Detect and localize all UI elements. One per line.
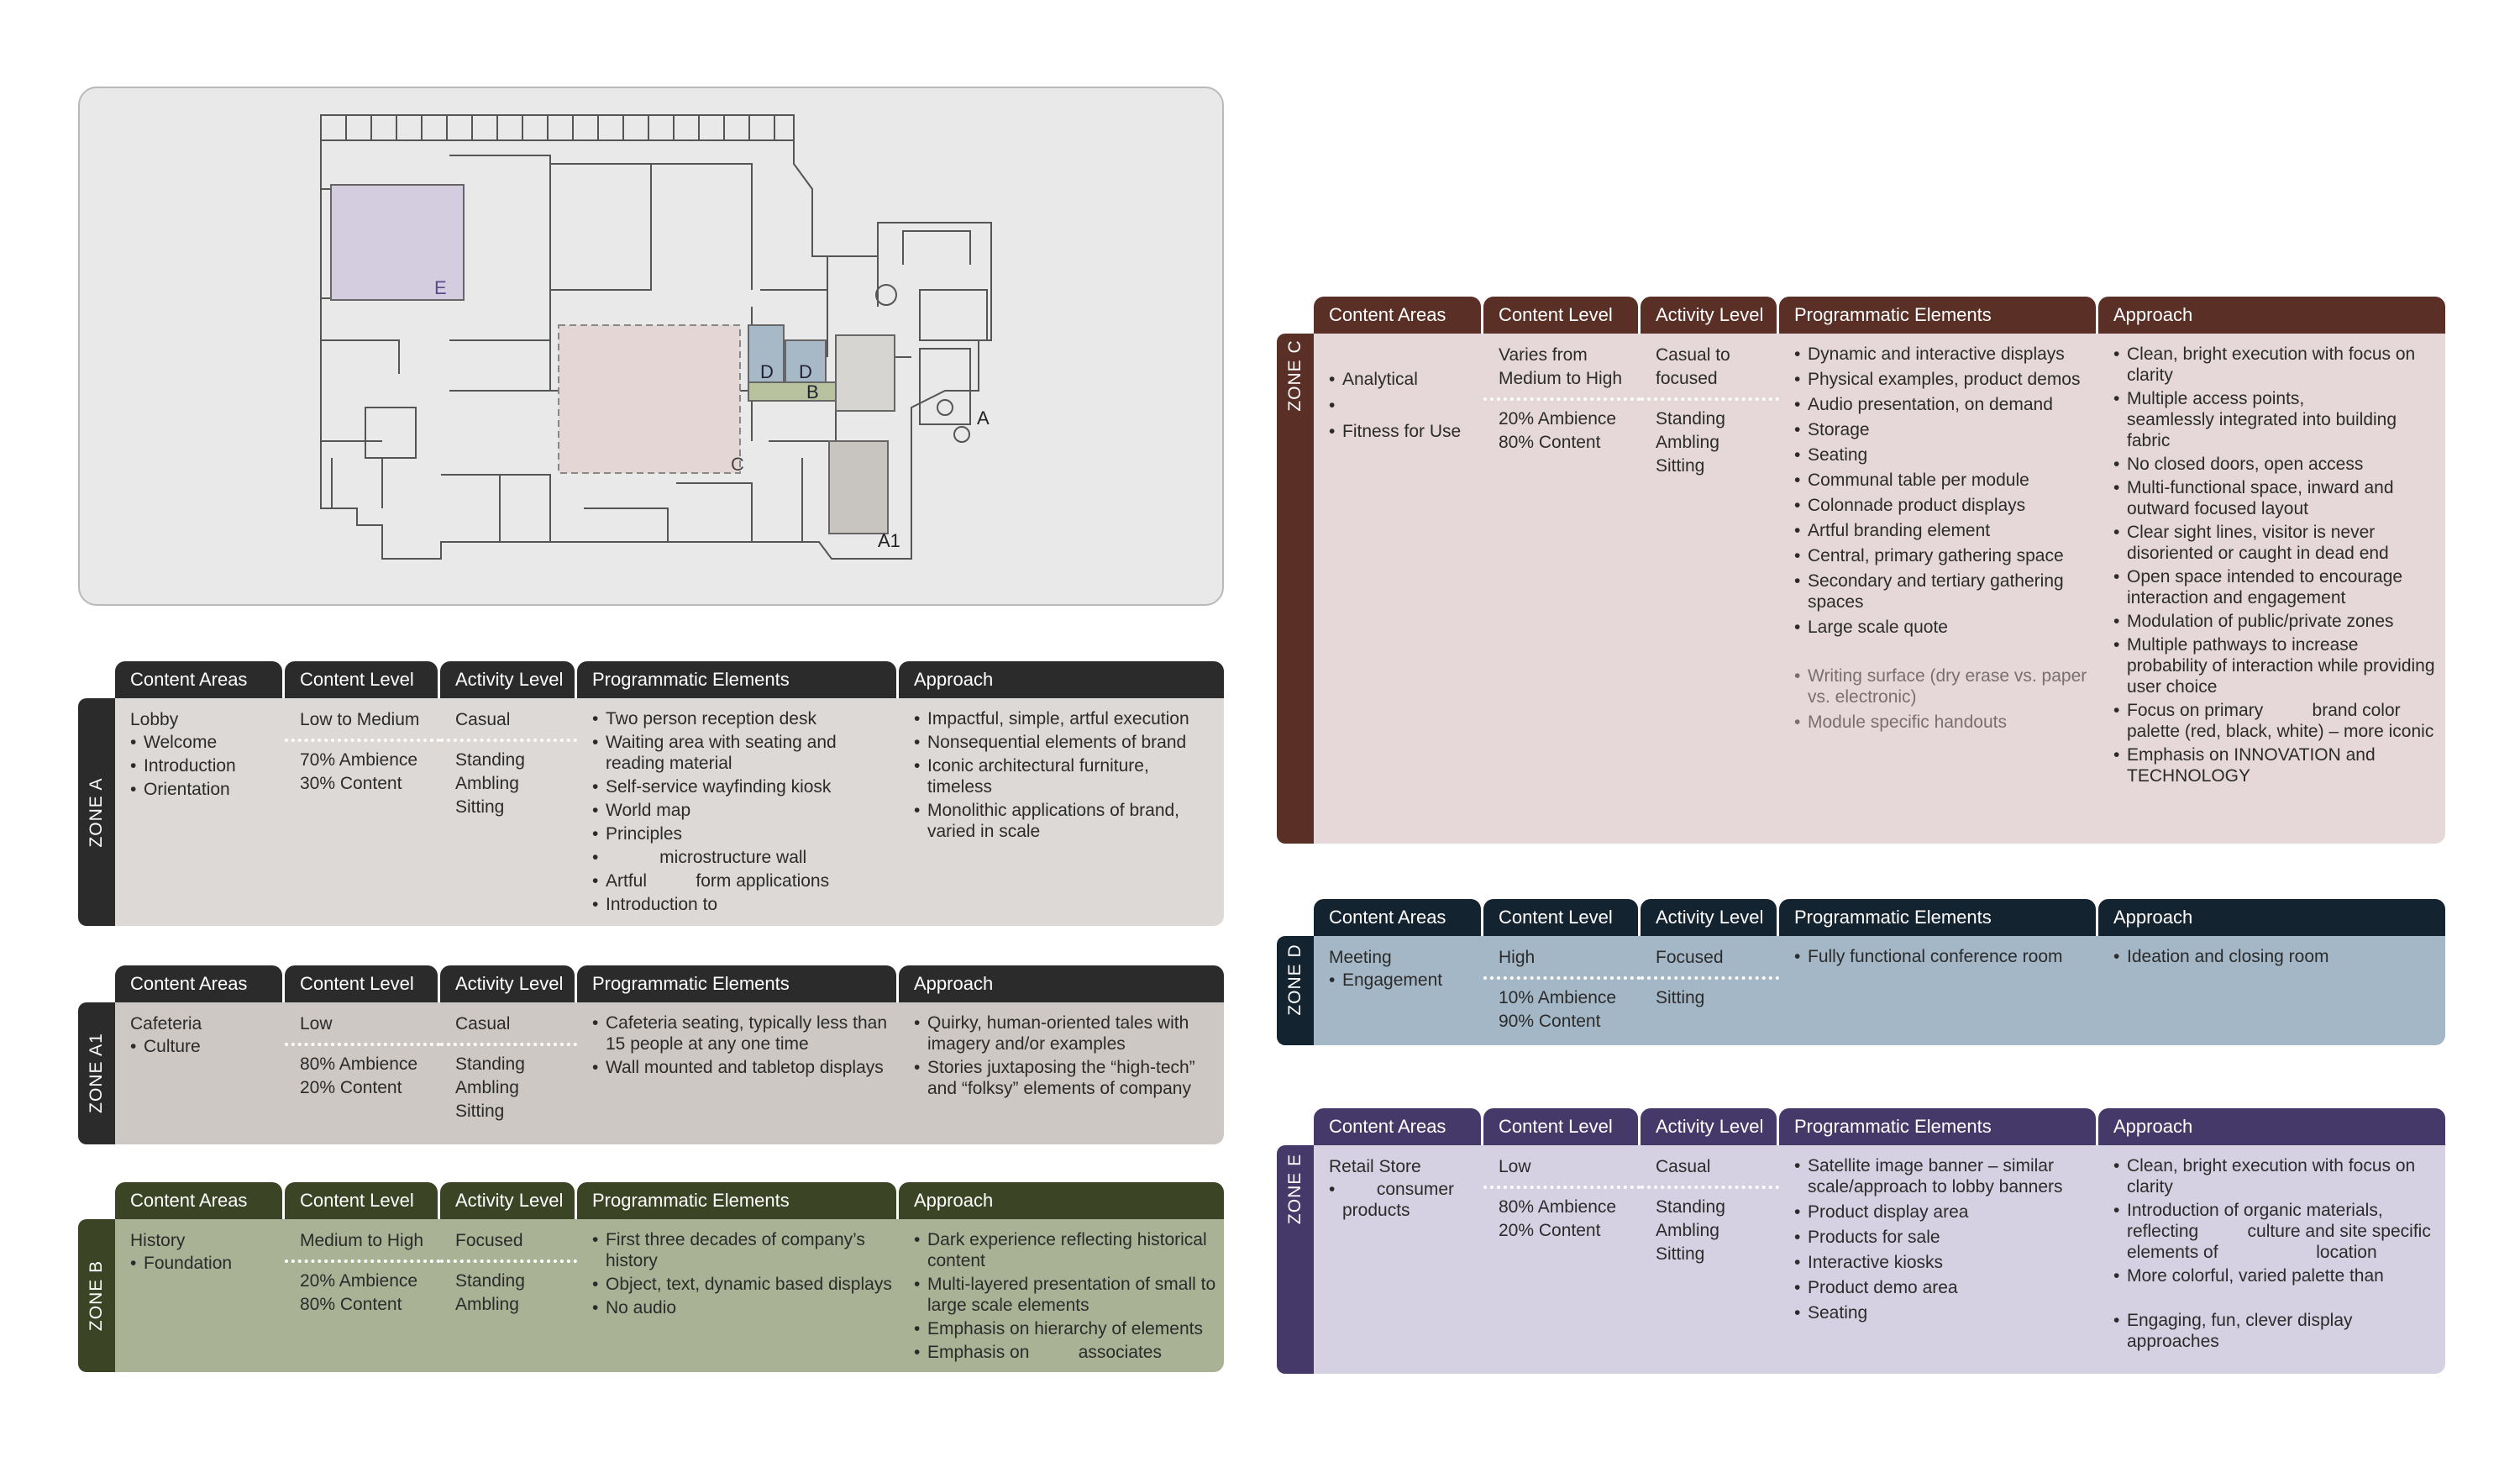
dotted-divider xyxy=(1483,1186,1641,1189)
header-activity-level: Activity Level xyxy=(1641,297,1777,334)
zone-a1-tab-label: ZONE A1 xyxy=(87,1033,106,1113)
approach-item: • Emphasis on hierarchy of elements xyxy=(914,1318,1217,1339)
programmatic-item: • Seating xyxy=(1794,444,2092,465)
content-areas-title: Retail Store xyxy=(1329,1157,1421,1176)
zone-a-tab-label: ZONE A xyxy=(87,777,106,848)
approach-item: • Stories juxtaposing the “high-tech” and “folksy” elements of company xyxy=(914,1057,1217,1099)
content-level-value: 70% Ambience xyxy=(300,750,418,770)
programmatic-item: • Colonnade product displays xyxy=(1794,495,2092,516)
programmatic-item: • Storage xyxy=(1794,419,2092,440)
approach-item: • Multi-layered presentation of small to large scale elements xyxy=(914,1274,1217,1316)
approach-item: • Modulation of public/private zones xyxy=(2113,611,2439,632)
content-area-item: • Orientation xyxy=(130,779,278,800)
header-programmatic-elements: Programmatic Elements xyxy=(1779,297,2096,334)
approach-item: • Monolithic applications of brand, varied in scale xyxy=(914,800,1217,842)
zone-e-content-level xyxy=(1483,1145,1641,1374)
approach-item: • Dark experience reflecting historical content xyxy=(914,1229,1217,1271)
activity-level-value: Standing xyxy=(1656,409,1725,429)
approach-item: • Clean, bright execution with focus on clarity xyxy=(2113,1155,2439,1197)
activity-level-value: Ambling xyxy=(1656,1221,1719,1240)
programmatic-item: • Introduction to xyxy=(592,894,892,915)
approach-item: • Ideation and closing room xyxy=(2113,946,2439,967)
dotted-divider xyxy=(1483,976,1641,980)
zone-a1-programmatic xyxy=(577,1002,899,1144)
programmatic-item-muted: • Module specific handouts xyxy=(1794,712,2092,733)
zone-c-programmatic xyxy=(1779,334,2098,844)
approach-item: • Introduction of organic materials, reflecting culture and site specific elements of location xyxy=(2113,1200,2439,1263)
dotted-divider xyxy=(440,739,577,742)
approach-item: • Nonsequential elements of brand xyxy=(914,732,1217,753)
zone-a-content-areas xyxy=(115,698,285,926)
zone-a1-content-areas xyxy=(115,1002,285,1144)
programmatic-item: • microstructure wall xyxy=(592,847,892,868)
content-areas-title: Lobby xyxy=(130,710,179,729)
content-level-top: Low xyxy=(300,1014,333,1033)
zone-a1-table xyxy=(78,965,1224,1144)
programmatic-item: • Dynamic and interactive displays xyxy=(1794,344,2092,365)
content-level-value: 80% Content xyxy=(300,1295,402,1314)
header-content-level: Content Level xyxy=(285,1182,438,1219)
header-content-areas: Content Areas xyxy=(115,661,282,698)
approach-item: • Clear sight lines, visitor is never disoriented or caught in dead end xyxy=(2113,522,2439,564)
programmatic-item: • Principles xyxy=(592,823,892,844)
header-approach: Approach xyxy=(2098,297,2445,334)
programmatic-item: • Central, primary gathering space xyxy=(1794,545,2092,566)
zone-a-approach xyxy=(899,698,1224,926)
programmatic-item: • Self-service wayfinding kiosk xyxy=(592,776,892,797)
zone-b-area xyxy=(748,382,841,401)
header-content-areas: Content Areas xyxy=(1314,297,1481,334)
content-area-item: • Foundation xyxy=(130,1253,278,1274)
zone-e-tab-label: ZONE E xyxy=(1285,1153,1305,1225)
dotted-divider xyxy=(285,739,440,742)
zone-a-programmatic xyxy=(577,698,899,926)
header-programmatic-elements: Programmatic Elements xyxy=(1779,899,2096,936)
approach-item: • Clean, bright execution with focus on clarity xyxy=(2113,344,2439,386)
header-content-areas: Content Areas xyxy=(1314,899,1481,936)
content-level-top: Low to Medium xyxy=(300,710,420,729)
content-level-value: 20% Ambience xyxy=(1499,409,1617,429)
zone-a1-activity-level xyxy=(440,1002,577,1144)
zone-e-table xyxy=(1277,1108,2445,1374)
zone-c-tab xyxy=(1277,334,1314,844)
activity-level-top: Focused xyxy=(455,1231,523,1250)
programmatic-item: • Artful branding element xyxy=(1794,520,2092,541)
approach-item: • Emphasis on INNOVATION and TECHNOLOGY xyxy=(2113,744,2439,786)
zone-e-approach xyxy=(2098,1145,2445,1374)
header-content-level: Content Level xyxy=(1483,297,1638,334)
header-content-areas: Content Areas xyxy=(115,965,282,1002)
header-approach: Approach xyxy=(2098,1108,2445,1145)
content-level-value: 80% Content xyxy=(1499,433,1601,452)
plan-label-d-2: D xyxy=(799,361,812,382)
zone-a-activity-level xyxy=(440,698,577,926)
approach-item: • Focus on primary brand color palette (red, black, white) – more iconic xyxy=(2113,700,2439,742)
zone-d-approach xyxy=(2098,936,2445,1045)
header-content-level: Content Level xyxy=(285,661,438,698)
header-approach: Approach xyxy=(899,661,1224,698)
content-level-top: Medium to High xyxy=(300,1231,424,1250)
zone-b-tab-label: ZONE B xyxy=(87,1260,106,1332)
zone-e-tab xyxy=(1277,1145,1314,1374)
programmatic-item: • Cafeteria seating, typically less than 15 people at any one time xyxy=(592,1012,892,1054)
zone-c-content-areas xyxy=(1314,334,1483,844)
programmatic-item: • Physical examples, product demos xyxy=(1794,369,2092,390)
programmatic-item: • Audio presentation, on demand xyxy=(1794,394,2092,415)
zone-a-content-level xyxy=(285,698,440,926)
content-area-item: • Fitness for Use xyxy=(1329,421,1477,442)
zone-a1-tab xyxy=(78,1002,115,1144)
content-level-top: Varies from xyxy=(1499,345,1588,365)
zone-a1-content-level xyxy=(285,1002,440,1144)
zone-c-tab-label: ZONE C xyxy=(1285,339,1305,412)
header-activity-level: Activity Level xyxy=(1641,899,1777,936)
activity-level-value: Standing xyxy=(1656,1197,1725,1217)
zone-a1-approach xyxy=(899,1002,1224,1144)
programmatic-item: • Product display area xyxy=(1794,1202,2092,1223)
content-level-value: 90% Content xyxy=(1499,1012,1601,1031)
dotted-divider xyxy=(1641,976,1779,980)
approach-item: • Emphasis on associates xyxy=(914,1342,1217,1363)
activity-level-value: Sitting xyxy=(1656,456,1705,476)
activity-level-value: Standing xyxy=(455,1271,525,1291)
header-programmatic-elements: Programmatic Elements xyxy=(577,965,896,1002)
floor-plan-panel xyxy=(78,87,1224,606)
approach-item: • More colorful, varied palette than xyxy=(2113,1265,2439,1286)
activity-level-value: Sitting xyxy=(1656,1244,1705,1264)
header-activity-level: Activity Level xyxy=(1641,1108,1777,1145)
header-content-level: Content Level xyxy=(1483,899,1638,936)
content-level-top: High xyxy=(1499,948,1536,967)
programmatic-item: • Products for sale xyxy=(1794,1227,2092,1248)
zone-b-tab xyxy=(78,1219,115,1372)
content-area-item: • Welcome xyxy=(130,732,278,753)
content-level-value: 20% Ambience xyxy=(300,1271,418,1291)
content-area-item: • Culture xyxy=(130,1036,278,1057)
approach-item: • No closed doors, open access xyxy=(2113,454,2439,475)
programmatic-item-muted: • Writing surface (dry erase vs. paper vs. electronic) xyxy=(1794,665,2092,707)
activity-level-value: Ambling xyxy=(455,1078,519,1097)
content-areas-title: History xyxy=(130,1231,186,1250)
header-programmatic-elements: Programmatic Elements xyxy=(1779,1108,2096,1145)
plan-label-d: D xyxy=(760,361,774,382)
zone-d-activity-level xyxy=(1641,936,1779,1045)
content-area-item: • Engagement xyxy=(1329,970,1477,991)
content-level-value: 80% Ambience xyxy=(1499,1197,1617,1217)
header-content-level: Content Level xyxy=(285,965,438,1002)
zone-b-table xyxy=(78,1182,1224,1372)
approach-item: • Open space intended to encourage interaction and engagement xyxy=(2113,566,2439,608)
zone-c-activity-level xyxy=(1641,334,1779,844)
content-level-value: 30% Content xyxy=(300,774,402,793)
dotted-divider xyxy=(440,1260,577,1263)
activity-level-value: Sitting xyxy=(455,797,505,817)
zone-e-activity-level xyxy=(1641,1145,1779,1374)
activity-level-top: focused xyxy=(1656,369,1718,388)
programmatic-item: • Two person reception desk xyxy=(592,708,892,729)
zone-a-table xyxy=(78,661,1224,926)
programmatic-item: • Secondary and tertiary gathering spaces xyxy=(1794,571,2092,613)
approach-item: • Multiple pathways to increase probability of interaction while providing user choice xyxy=(2113,634,2439,697)
programmatic-item: • Satellite image banner – similar scale/approach to lobby banners xyxy=(1794,1155,2092,1197)
content-level-value: 20% Content xyxy=(300,1078,402,1097)
content-area-item: • Introduction xyxy=(130,755,278,776)
content-area-item: • consumer products xyxy=(1329,1179,1477,1221)
programmatic-item: • No audio xyxy=(592,1297,892,1318)
plan-label-c: C xyxy=(731,454,744,475)
zone-a1-area xyxy=(829,441,888,534)
floor-plan xyxy=(80,88,1222,604)
programmatic-item: • Fully functional conference room xyxy=(1794,946,2092,967)
approach-item: • Engaging, fun, clever display approaches xyxy=(2113,1310,2439,1352)
zone-c-table xyxy=(1277,297,2445,844)
plan-label-a: A xyxy=(977,408,990,429)
plan-label-e: E xyxy=(434,277,447,298)
zone-a-area xyxy=(836,335,895,411)
zone-d-tab-label: ZONE D xyxy=(1285,944,1305,1016)
activity-level-value: Sitting xyxy=(1656,988,1705,1007)
activity-level-top: Casual to xyxy=(1656,345,1730,365)
programmatic-item: • Interactive kiosks xyxy=(1794,1252,2092,1273)
zone-c-approach xyxy=(2098,334,2445,844)
zone-e-programmatic xyxy=(1779,1145,2098,1374)
header-approach: Approach xyxy=(899,1182,1224,1219)
content-level-top: Low xyxy=(1499,1157,1531,1176)
programmatic-item: • World map xyxy=(592,800,892,821)
approach-item: • Multi-functional space, inward and outward focused layout xyxy=(2113,477,2439,519)
header-programmatic-elements: Programmatic Elements xyxy=(577,661,896,698)
programmatic-item: • Waiting area with seating and reading material xyxy=(592,732,892,774)
content-level-value: 20% Content xyxy=(1499,1221,1601,1240)
approach-item: • Quirky, human-oriented tales with imagery and/or examples xyxy=(914,1012,1217,1054)
header-content-level: Content Level xyxy=(1483,1108,1638,1145)
dotted-divider xyxy=(1483,397,1641,401)
zone-b-content-areas xyxy=(115,1219,285,1372)
zone-b-approach xyxy=(899,1219,1224,1372)
programmatic-item: • Product demo area xyxy=(1794,1277,2092,1298)
dotted-divider xyxy=(440,1043,577,1046)
approach-item: • Impactful, simple, artful execution xyxy=(914,708,1217,729)
activity-level-top: Casual xyxy=(1656,1157,1711,1176)
programmatic-item: • Large scale quote xyxy=(1794,617,2092,638)
zone-d-content-areas xyxy=(1314,936,1483,1045)
approach-item: • Multiple access points, seamlessly integrated into building fabric xyxy=(2113,388,2439,451)
activity-level-top: Casual xyxy=(455,710,511,729)
content-areas-title: Cafeteria xyxy=(130,1014,202,1033)
zone-e-content-areas xyxy=(1314,1145,1483,1374)
plan-label-a1: A1 xyxy=(878,530,900,551)
header-activity-level: Activity Level xyxy=(440,1182,575,1219)
zone-b-content-level xyxy=(285,1219,440,1372)
approach-item: • Iconic architectural furniture, timeless xyxy=(914,755,1217,797)
header-approach: Approach xyxy=(899,965,1224,1002)
activity-level-value: Ambling xyxy=(455,1295,519,1314)
header-programmatic-elements: Programmatic Elements xyxy=(577,1182,896,1219)
zone-d-tab xyxy=(1277,936,1314,1045)
programmatic-item: • Wall mounted and tabletop displays xyxy=(592,1057,892,1078)
dotted-divider xyxy=(285,1043,440,1046)
activity-level-value: Sitting xyxy=(455,1102,505,1121)
zone-a-tab xyxy=(78,698,115,926)
zone-c-content-level xyxy=(1483,334,1641,844)
zone-b-activity-level xyxy=(440,1219,577,1372)
header-content-areas: Content Areas xyxy=(115,1182,282,1219)
activity-level-value: Ambling xyxy=(455,774,519,793)
activity-level-value: Standing xyxy=(455,750,525,770)
header-content-areas: Content Areas xyxy=(1314,1108,1481,1145)
programmatic-item: • Object, text, dynamic based displays xyxy=(592,1274,892,1295)
header-approach: Approach xyxy=(2098,899,2445,936)
content-area-item: • Analytical xyxy=(1329,369,1477,390)
header-activity-level: Activity Level xyxy=(440,661,575,698)
activity-level-top: Casual xyxy=(455,1014,511,1033)
activity-level-value: Standing xyxy=(455,1054,525,1074)
zone-d-table xyxy=(1277,899,2445,1045)
activity-level-top: Focused xyxy=(1656,948,1724,967)
programmatic-item: • Seating xyxy=(1794,1302,2092,1323)
plan-label-b: B xyxy=(806,381,819,402)
header-activity-level: Activity Level xyxy=(440,965,575,1002)
programmatic-item: • Artful form applications xyxy=(592,870,892,891)
content-level-value: 80% Ambience xyxy=(300,1054,418,1074)
activity-level-value: Ambling xyxy=(1656,433,1719,452)
content-areas-title: Meeting xyxy=(1329,948,1392,967)
dotted-divider xyxy=(1641,397,1779,401)
dotted-divider xyxy=(285,1260,440,1263)
dotted-divider xyxy=(1641,1186,1779,1189)
content-area-item xyxy=(1329,395,1477,416)
content-level-value: 10% Ambience xyxy=(1499,988,1617,1007)
zone-c-area xyxy=(559,325,740,473)
zone-d-programmatic xyxy=(1779,936,2098,1045)
zone-b-programmatic xyxy=(577,1219,899,1372)
content-level-top: Medium to High xyxy=(1499,369,1623,388)
programmatic-item: • First three decades of company’s history xyxy=(592,1229,892,1271)
zone-d-content-level xyxy=(1483,936,1641,1045)
programmatic-item: • Communal table per module xyxy=(1794,470,2092,491)
